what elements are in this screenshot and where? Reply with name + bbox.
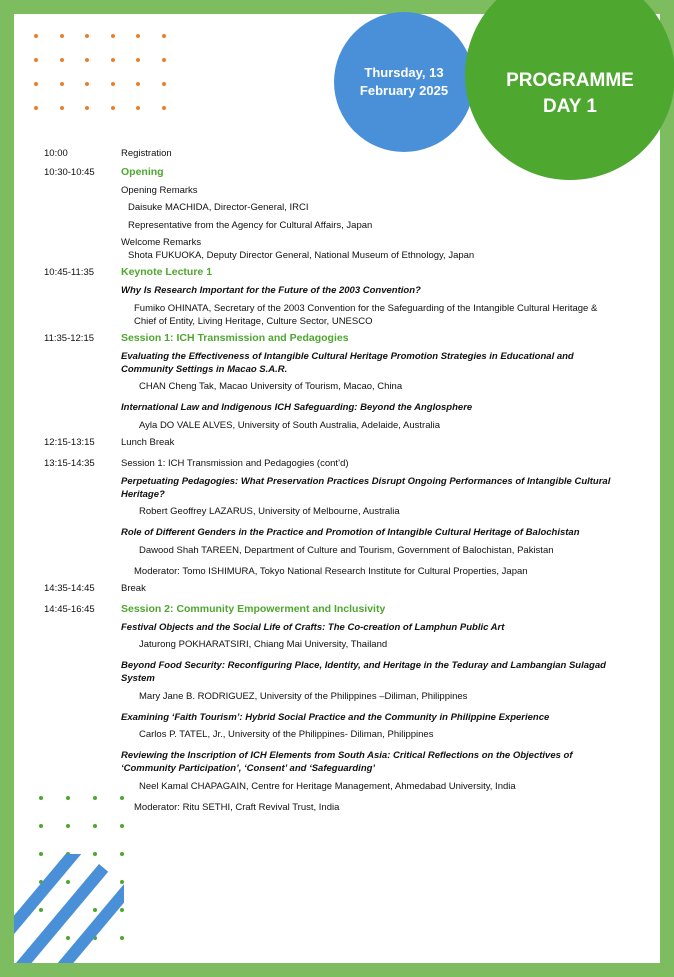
item-text: Opening Remarks <box>121 185 198 196</box>
dot <box>120 796 124 800</box>
talk-title: Community Settings in Macao S.A.R. <box>121 364 288 375</box>
time: 12:15-13:15 <box>44 437 95 448</box>
dot <box>34 106 38 110</box>
dot <box>85 34 89 38</box>
dot <box>60 106 64 110</box>
speaker: Robert Geoffrey LAZARUS, University of Melbourne, Australia <box>139 506 400 517</box>
item-text: Lunch Break <box>121 437 175 448</box>
dot <box>136 106 140 110</box>
section-heading: Opening <box>121 166 164 178</box>
time: 10:30-10:45 <box>44 167 95 178</box>
speaker: Ayla DO VALE ALVES, University of South Australia, Adelaide, Australia <box>139 420 440 431</box>
dot <box>162 82 166 86</box>
speaker: Dawood Shah TAREEN, Department of Culture and Tourism, Government of Balochistan, Pakistan <box>139 545 554 556</box>
dot <box>85 82 89 86</box>
dot <box>60 82 64 86</box>
dot <box>85 106 89 110</box>
dot <box>136 34 140 38</box>
time: 14:45-16:45 <box>44 604 95 615</box>
speaker: Daisuke MACHIDA, Director-General, IRCI <box>128 202 309 213</box>
date-circle <box>334 12 474 152</box>
dot <box>136 58 140 62</box>
date-line-2: February 2025 <box>359 83 449 98</box>
talk-title: Role of Different Genders in the Practice and Promotion of Intangible Cultural Heritage of Balochistan <box>121 527 580 538</box>
time: 13:15-14:35 <box>44 458 95 469</box>
time: 11:35-12:15 <box>44 333 95 344</box>
dot <box>111 106 115 110</box>
dot <box>162 106 166 110</box>
speaker: Fumiko OHINATA, Secretary of the 2003 Convention for the Safeguarding of the Intangible Cultural Heritage & <box>134 303 598 314</box>
dot <box>66 824 70 828</box>
item-text: Break <box>121 583 146 594</box>
talk-title: Reviewing the Inscription of ICH Elements from South Asia: Critical Reflections on the Objectives of <box>121 750 573 761</box>
item-text: Welcome Remarks <box>121 237 202 248</box>
speaker: Shota FUKUOKA, Deputy Director General, National Museum of Ethnology, Japan <box>128 250 475 261</box>
dot <box>34 82 38 86</box>
talk-title: Examining ‘Faith Tourism’: Hybrid Social Practice and the Community in Philippine Experience <box>121 712 550 723</box>
talk-title: Festival Objects and the Social Life of Crafts: The Co-creation of Lamphun Public Art <box>121 622 505 633</box>
dot <box>111 82 115 86</box>
talk-title: Evaluating the Effectiveness of Intangible Cultural Heritage Promotion Strategies in Educational and <box>121 351 574 362</box>
dot <box>111 58 115 62</box>
dot <box>111 34 115 38</box>
dot <box>85 58 89 62</box>
title-line-2: DAY 1 <box>543 96 597 117</box>
talk-title: ‘Community Participation’, ‘Consent’ and ‘Safeguarding’ <box>121 763 376 774</box>
time: 14:35-14:45 <box>44 583 95 594</box>
talk-title: Perpetuating Pedagogies: What Preservation Practices Disrupt Ongoing Performances of Intangible Cultural <box>121 476 611 487</box>
section-heading: Session 2: Community Empowerment and Inclusivity <box>121 603 386 615</box>
dot <box>120 824 124 828</box>
time: 10:45-11:35 <box>44 267 95 278</box>
speaker: Carlos P. TATEL, Jr., University of the Philippines- Diliman, Philippines <box>139 729 434 740</box>
dot <box>39 796 43 800</box>
talk-title: Beyond Food Security: Reconfiguring Place, Identity, and Heritage in the Teduray and Lambangian Sulagad <box>121 660 606 671</box>
moderator: Moderator: Ritu SETHI, Craft Revival Trust, India <box>134 802 340 813</box>
dot <box>66 796 70 800</box>
speaker: Jaturong POKHARATSIRI, Chiang Mai University, Thailand <box>139 639 388 650</box>
dot <box>34 58 38 62</box>
speaker: Neel Kamal CHAPAGAIN, Centre for Heritage Management, Ahmedabad University, India <box>139 781 516 792</box>
date-line-1: Thursday, 13 <box>364 65 444 80</box>
dot <box>93 796 97 800</box>
item-text: Session 1: ICH Transmission and Pedagogies (cont’d) <box>121 458 349 469</box>
dot <box>60 58 64 62</box>
speaker: Representative from the Agency for Cultural Affairs, Japan <box>128 220 373 231</box>
dot <box>93 824 97 828</box>
item-text: Registration <box>121 148 172 159</box>
talk-title: System <box>121 673 155 684</box>
blue-stripe-decoration <box>14 854 124 963</box>
dot <box>34 34 38 38</box>
title-line-1: PROGRAMME <box>506 70 634 91</box>
talk-title: Why Is Research Important for the Future of the 2003 Convention? <box>121 285 421 296</box>
speaker: Chief of Entity, Living Heritage, Culture Sector, UNESCO <box>134 316 373 327</box>
dot <box>60 34 64 38</box>
dot <box>136 82 140 86</box>
speaker: CHAN Cheng Tak, Macao University of Tourism, Macao, China <box>139 381 403 392</box>
time: 10:00 <box>44 148 68 159</box>
speaker: Mary Jane B. RODRIGUEZ, University of the Philippines –Diliman, Philippines <box>139 691 468 702</box>
dot <box>39 824 43 828</box>
dot <box>162 34 166 38</box>
talk-title: Heritage? <box>121 489 165 500</box>
moderator: Moderator: Tomo ISHIMURA, Tokyo National Research Institute for Cultural Properties, Japan <box>134 566 528 577</box>
section-heading: Keynote Lecture 1 <box>121 266 213 278</box>
dot <box>162 58 166 62</box>
section-heading: Session 1: ICH Transmission and Pedagogies <box>121 332 349 344</box>
talk-title: International Law and Indigenous ICH Safeguarding: Beyond the Anglosphere <box>121 402 473 413</box>
